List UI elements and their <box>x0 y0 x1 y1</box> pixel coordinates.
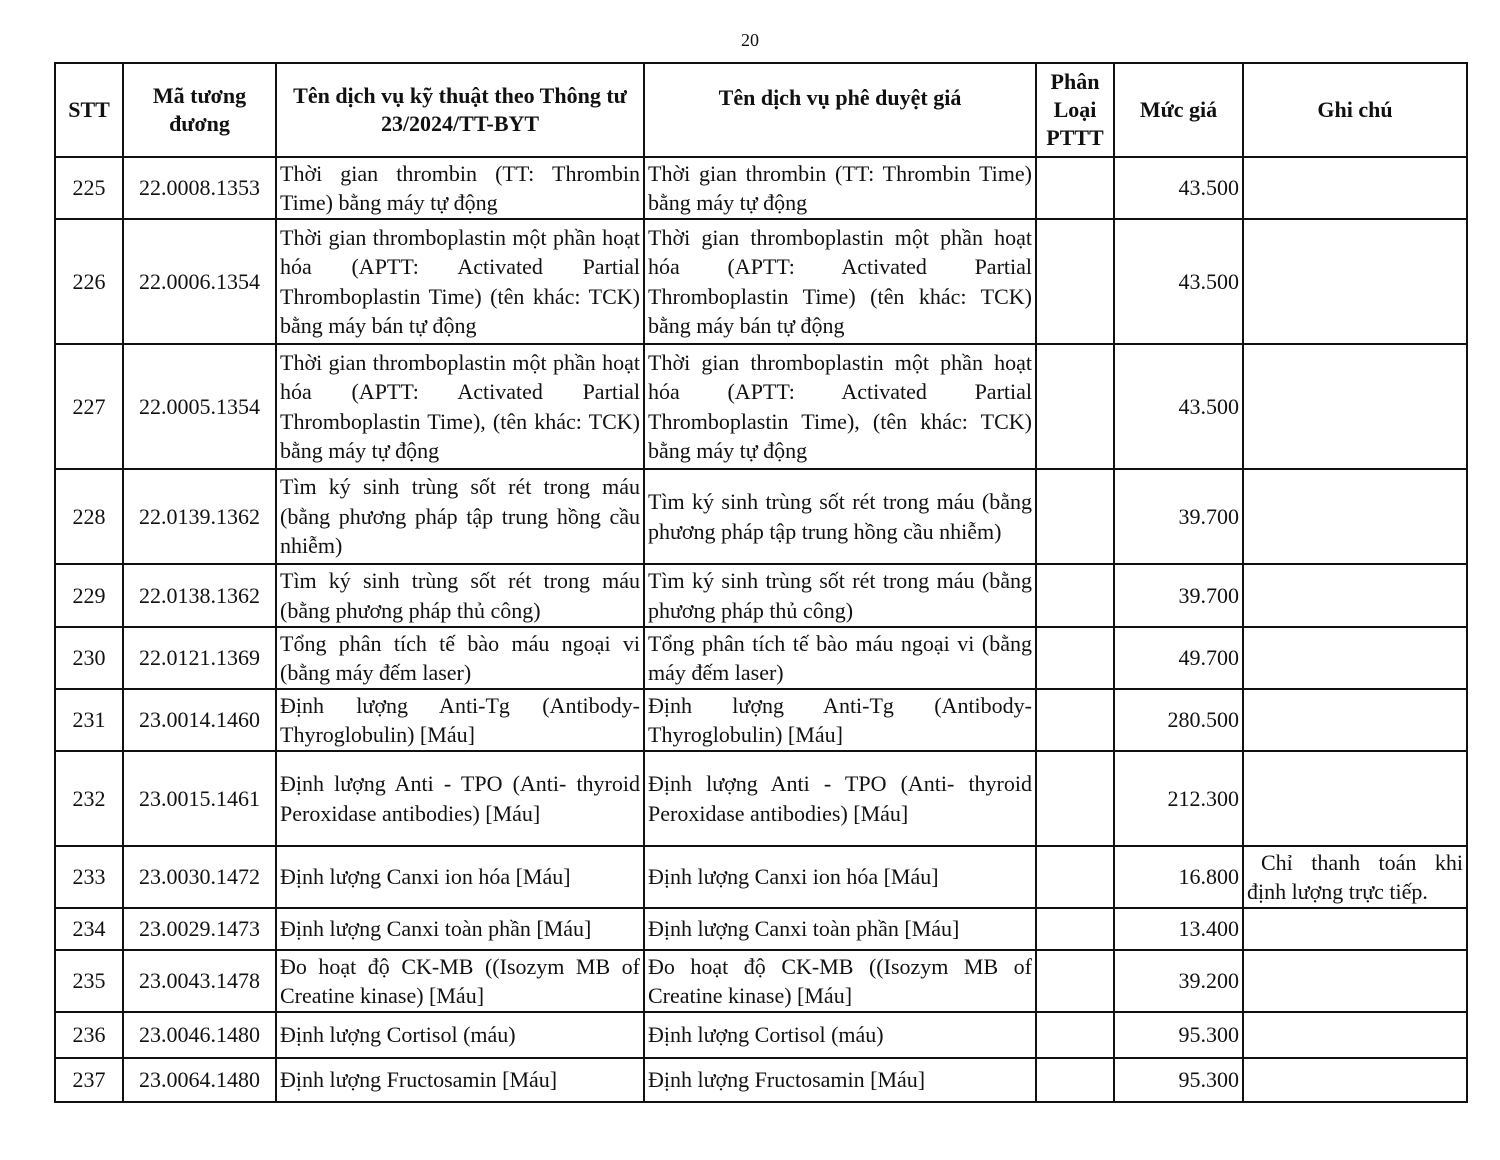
cell-phan-loai-pttt <box>1036 157 1114 219</box>
cell-muc-gia: 16.800 <box>1114 846 1243 908</box>
cell-ten-dich-vu-thong-tu: Định lượng Canxi ion hóa [Máu] <box>276 846 644 908</box>
cell-stt: 237 <box>55 1058 123 1102</box>
cell-ten-dich-vu-thong-tu: Tìm ký sinh trùng sốt rét trong máu (bằng phương pháp tập trung hồng cầu nhiễm) <box>276 469 644 564</box>
cell-ma-tuong-duong: 22.0006.1354 <box>123 219 276 344</box>
cell-muc-gia: 95.300 <box>1114 1012 1243 1058</box>
cell-ten-dich-vu-phe-duyet: Thời gian thrombin (TT: Thrombin Time) bằng máy tự động <box>644 157 1036 219</box>
cell-ten-dich-vu-phe-duyet: Định lượng Canxi ion hóa [Máu] <box>644 846 1036 908</box>
cell-phan-loai-pttt <box>1036 564 1114 627</box>
cell-ten-dich-vu-phe-duyet: Định lượng Canxi toàn phần [Máu] <box>644 908 1036 950</box>
cell-muc-gia: 49.700 <box>1114 627 1243 689</box>
cell-phan-loai-pttt <box>1036 219 1114 344</box>
table-row <box>55 1012 1467 1058</box>
table-row <box>55 469 1467 564</box>
table-row <box>55 950 1467 1012</box>
cell-ghi-chu <box>1243 689 1467 751</box>
cell-ghi-chu <box>1243 627 1467 689</box>
cell-ghi-chu <box>1243 219 1467 344</box>
cell-ghi-chu <box>1243 751 1467 846</box>
cell-ten-dich-vu-phe-duyet: Định lượng Anti - TPO (Anti- thyroid Peroxidase antibodies) [Máu] <box>644 751 1036 846</box>
cell-ma-tuong-duong: 23.0014.1460 <box>123 689 276 751</box>
cell-ten-dich-vu-phe-duyet: Tìm ký sinh trùng sốt rét trong máu (bằng phương pháp thủ công) <box>644 564 1036 627</box>
cell-ten-dich-vu-thong-tu: Thời gian thromboplastin một phần hoạt hóa (APTT: Activated Partial Thromboplastin Time) (tên khác: TCK) bằng máy bán tự động <box>276 219 644 344</box>
cell-ghi-chu <box>1243 157 1467 219</box>
cell-stt: 235 <box>55 950 123 1012</box>
cell-ten-dich-vu-phe-duyet: Định lượng Anti-Tg (Antibody-Thyroglobulin) [Máu] <box>644 689 1036 751</box>
table-row <box>55 751 1467 846</box>
cell-phan-loai-pttt <box>1036 751 1114 846</box>
cell-ma-tuong-duong: 23.0064.1480 <box>123 1058 276 1102</box>
cell-ghi-chu <box>1243 1012 1467 1058</box>
cell-ma-tuong-duong: 23.0046.1480 <box>123 1012 276 1058</box>
cell-stt: 227 <box>55 344 123 469</box>
cell-ten-dich-vu-thong-tu: Thời gian thromboplastin một phần hoạt hóa (APTT: Activated Partial Thromboplastin Time), (tên khác: TCK) bằng máy tự động <box>276 344 644 469</box>
cell-ma-tuong-duong: 23.0043.1478 <box>123 950 276 1012</box>
header-ghi-chu: Ghi chú <box>1243 63 1467 157</box>
cell-ten-dich-vu-thong-tu: Đo hoạt độ CK-MB ((Isozym MB of Creatine kinase) [Máu] <box>276 950 644 1012</box>
cell-ten-dich-vu-phe-duyet: Thời gian thromboplastin một phần hoạt hóa (APTT: Activated Partial Thromboplastin Time) (tên khác: TCK) bằng máy bán tự động <box>644 219 1036 344</box>
cell-ten-dich-vu-thong-tu: Định lượng Canxi toàn phần [Máu] <box>276 908 644 950</box>
cell-muc-gia: 39.700 <box>1114 469 1243 564</box>
table-row <box>55 564 1467 627</box>
cell-phan-loai-pttt <box>1036 1058 1114 1102</box>
cell-ten-dich-vu-phe-duyet: Định lượng Cortisol (máu) <box>644 1012 1036 1058</box>
cell-phan-loai-pttt <box>1036 846 1114 908</box>
cell-phan-loai-pttt <box>1036 344 1114 469</box>
table-row <box>55 1058 1467 1102</box>
cell-phan-loai-pttt <box>1036 950 1114 1012</box>
cell-ten-dich-vu-thong-tu: Tổng phân tích tế bào máu ngoại vi (bằng máy đếm laser) <box>276 627 644 689</box>
cell-ghi-chu <box>1243 1058 1467 1102</box>
cell-stt: 233 <box>55 846 123 908</box>
cell-ten-dich-vu-phe-duyet: Tìm ký sinh trùng sốt rét trong máu (bằng phương pháp tập trung hồng cầu nhiễm) <box>644 469 1036 564</box>
cell-ma-tuong-duong: 22.0138.1362 <box>123 564 276 627</box>
cell-ghi-chu <box>1243 344 1467 469</box>
cell-stt: 226 <box>55 219 123 344</box>
cell-muc-gia: 43.500 <box>1114 219 1243 344</box>
header-ten-dich-vu-phe-duyet: Tên dịch vụ phê duyệt giá <box>644 63 1036 157</box>
cell-ten-dich-vu-thong-tu: Định lượng Anti-Tg (Antibody-Thyroglobulin) [Máu] <box>276 689 644 751</box>
price-table <box>54 62 1468 1103</box>
header-ten-dich-vu-thong-tu: Tên dịch vụ kỹ thuật theo Thông tư 23/2024/TT-BYT <box>276 63 644 157</box>
cell-ghi-chu <box>1243 908 1467 950</box>
header-phan-loai-pttt: Phân Loại PTTT <box>1036 63 1114 157</box>
cell-ghi-chu <box>1243 950 1467 1012</box>
cell-ten-dich-vu-thong-tu: Định lượng Cortisol (máu) <box>276 1012 644 1058</box>
cell-ma-tuong-duong: 22.0139.1362 <box>123 469 276 564</box>
page-number: 20 <box>741 30 759 50</box>
cell-ten-dich-vu-phe-duyet: Định lượng Fructosamin [Máu] <box>644 1058 1036 1102</box>
cell-stt: 230 <box>55 627 123 689</box>
cell-stt: 232 <box>55 751 123 846</box>
cell-ten-dich-vu-thong-tu: Định lượng Anti - TPO (Anti- thyroid Peroxidase antibodies) [Máu] <box>276 751 644 846</box>
cell-ghi-chu <box>1243 564 1467 627</box>
cell-muc-gia: 43.500 <box>1114 157 1243 219</box>
table-row <box>55 157 1467 219</box>
cell-ma-tuong-duong: 23.0015.1461 <box>123 751 276 846</box>
cell-phan-loai-pttt <box>1036 908 1114 950</box>
cell-ma-tuong-duong: 22.0121.1369 <box>123 627 276 689</box>
cell-ten-dich-vu-thong-tu: Thời gian thrombin (TT: Thrombin Time) bằng máy tự động <box>276 157 644 219</box>
table-row <box>55 846 1467 908</box>
cell-ten-dich-vu-phe-duyet: Đo hoạt độ CK-MB ((Isozym MB of Creatine kinase) [Máu] <box>644 950 1036 1012</box>
table-header-row <box>55 63 1467 157</box>
cell-muc-gia: 43.500 <box>1114 344 1243 469</box>
cell-ma-tuong-duong: 23.0029.1473 <box>123 908 276 950</box>
cell-ghi-chu: Chỉ thanh toán khi định lượng trực tiếp. <box>1243 846 1467 908</box>
cell-phan-loai-pttt <box>1036 469 1114 564</box>
cell-muc-gia: 280.500 <box>1114 689 1243 751</box>
cell-muc-gia: 13.400 <box>1114 908 1243 950</box>
cell-muc-gia: 212.300 <box>1114 751 1243 846</box>
cell-stt: 229 <box>55 564 123 627</box>
cell-stt: 225 <box>55 157 123 219</box>
table-row <box>55 627 1467 689</box>
cell-stt: 234 <box>55 908 123 950</box>
cell-muc-gia: 39.700 <box>1114 564 1243 627</box>
cell-phan-loai-pttt <box>1036 689 1114 751</box>
table-row <box>55 219 1467 344</box>
cell-stt: 236 <box>55 1012 123 1058</box>
cell-ma-tuong-duong: 22.0008.1353 <box>123 157 276 219</box>
cell-ten-dich-vu-thong-tu: Định lượng Fructosamin [Máu] <box>276 1058 644 1102</box>
header-muc-gia: Mức giá <box>1114 63 1243 157</box>
table-row <box>55 344 1467 469</box>
header-ma-tuong-duong: Mã tương đương <box>123 63 276 157</box>
cell-stt: 231 <box>55 689 123 751</box>
cell-phan-loai-pttt <box>1036 1012 1114 1058</box>
cell-ghi-chu <box>1243 469 1467 564</box>
cell-ten-dich-vu-phe-duyet: Thời gian thromboplastin một phần hoạt hóa (APTT: Activated Partial Thromboplastin Time), (tên khác: TCK) bằng máy tự động <box>644 344 1036 469</box>
cell-ma-tuong-duong: 22.0005.1354 <box>123 344 276 469</box>
cell-muc-gia: 95.300 <box>1114 1058 1243 1102</box>
cell-ma-tuong-duong: 23.0030.1472 <box>123 846 276 908</box>
cell-phan-loai-pttt <box>1036 627 1114 689</box>
table-row <box>55 908 1467 950</box>
cell-ten-dich-vu-phe-duyet: Tổng phân tích tế bào máu ngoại vi (bằng máy đếm laser) <box>644 627 1036 689</box>
header-stt: STT <box>55 63 123 157</box>
table-row <box>55 689 1467 751</box>
cell-stt: 228 <box>55 469 123 564</box>
cell-muc-gia: 39.200 <box>1114 950 1243 1012</box>
cell-ten-dich-vu-thong-tu: Tìm ký sinh trùng sốt rét trong máu (bằng phương pháp thủ công) <box>276 564 644 627</box>
